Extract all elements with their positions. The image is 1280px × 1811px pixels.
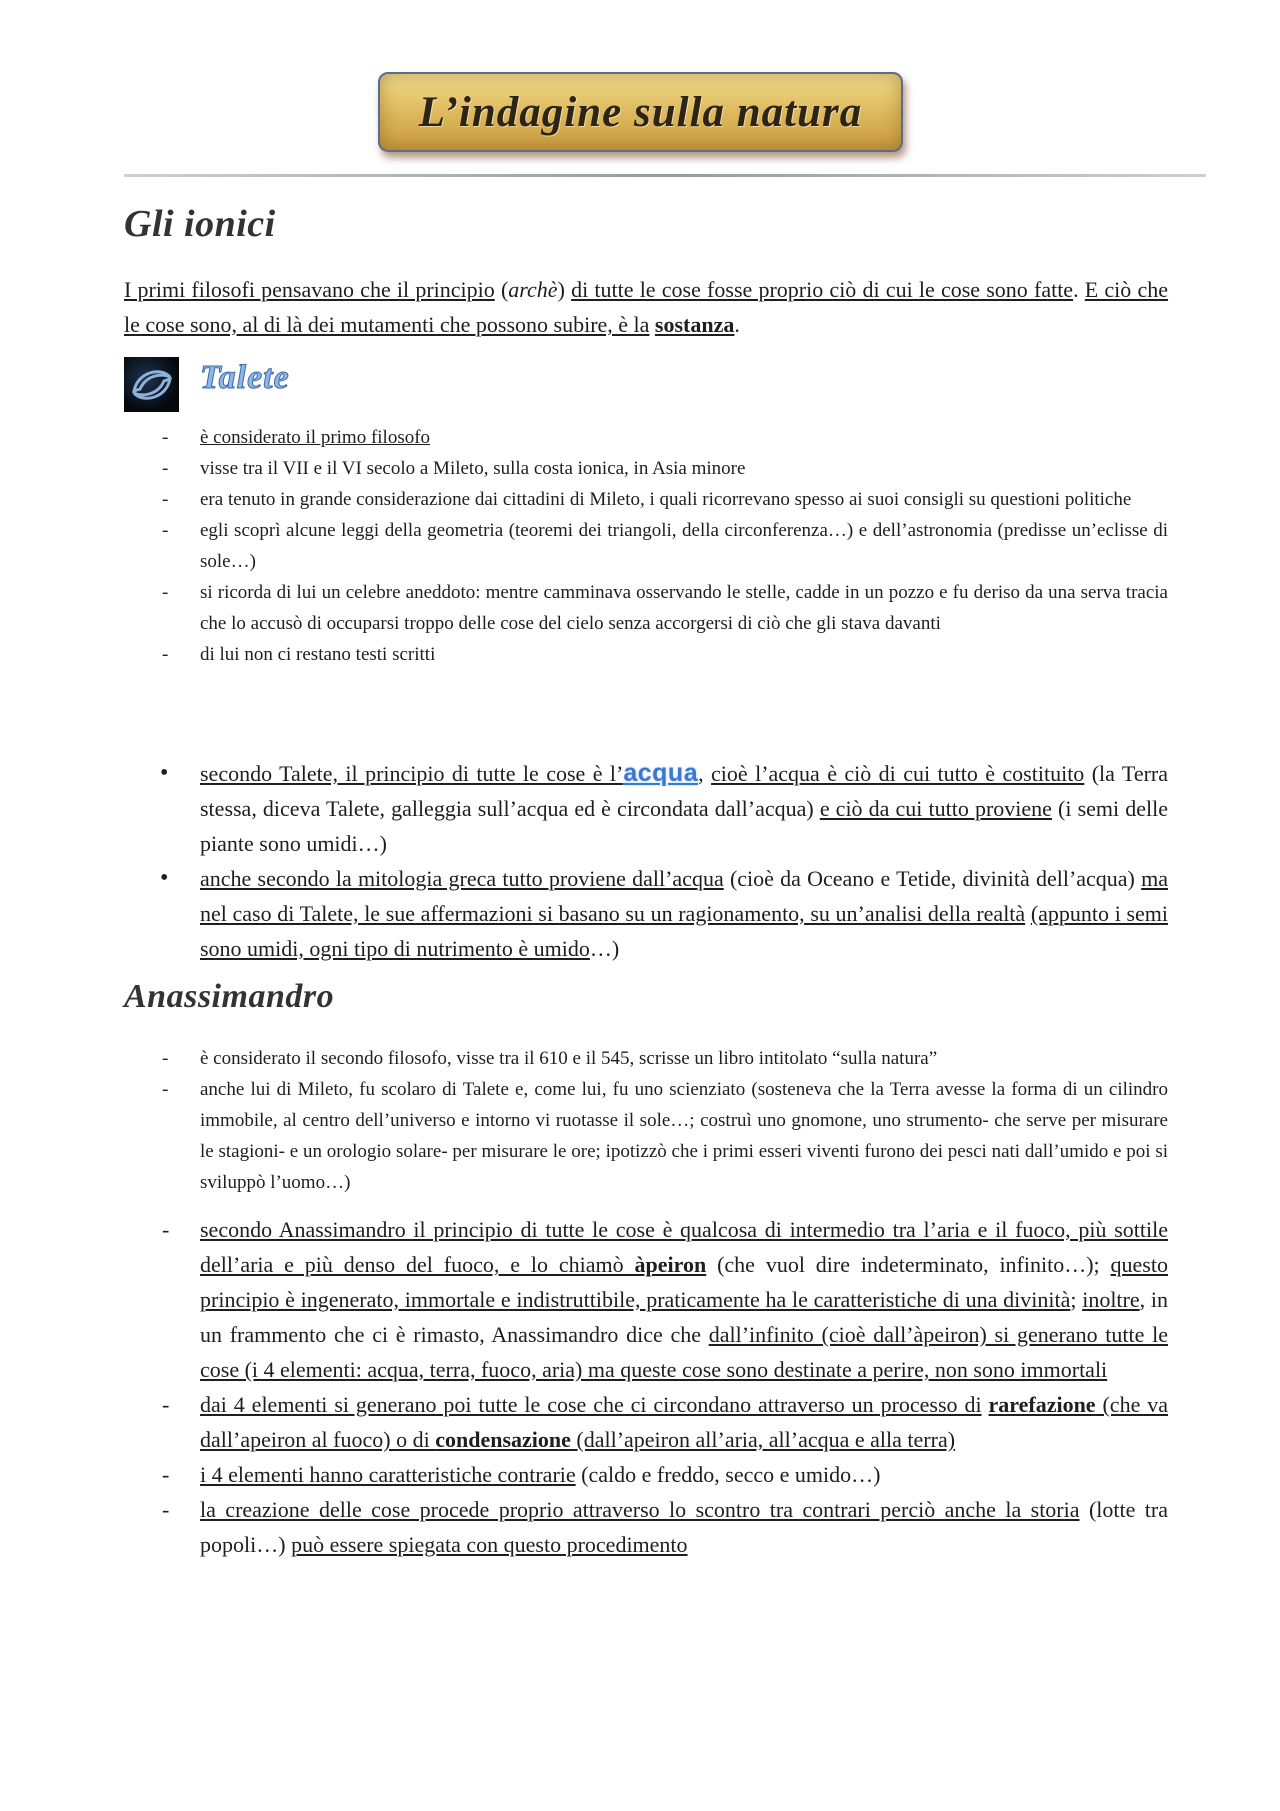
heading-gli-ionici: Gli ionici bbox=[124, 203, 276, 245]
intro-text: sostanza bbox=[654, 312, 735, 337]
swirl-logo-icon bbox=[124, 357, 179, 412]
list-item: - anche lui di Mileto, fu scolaro di Talete e, come lui, fu uno scienziato (sosteneva che la Terra avesse la forma di un cilindro immobile, al centro dell’universo e intorno vi ruotasse il sole…; costruì uno gnomone, uno strumento- che serve per misurare le stagioni- e un orologio solare- per misurare le ore; ipotizzò che i primi esseri viventi furono dei pesci nati dall’umido e poi si sviluppò l’uomo…) bbox=[0, 1074, 1168, 1198]
list-item: - la creazione delle cose procede proprio attraverso lo scontro tra contrari perciò anche la storia (lotte tra popoli…) può essere spiegata con questo procedimento bbox=[0, 1492, 1168, 1562]
list-item: - dai 4 elementi si generano poi tutte le cose che ci circondano attraverso un processo di rarefazione (che va dall’apeiron al fuoco) o di condensazione (dall’apeiron all’aria, all’acqua e alla terra) bbox=[0, 1387, 1168, 1457]
list-item: - di lui non ci restano testi scritti bbox=[0, 639, 1168, 670]
talete-facts-list bbox=[0, 422, 1168, 670]
anassimandro-facts-list bbox=[0, 1043, 1168, 1198]
anassimandro-theory-list bbox=[0, 1212, 1168, 1562]
intro-text: . bbox=[1073, 277, 1085, 302]
list-item: - è considerato il secondo filosofo, visse tra il 610 e il 545, scrisse un libro intitolato “sulla natura” bbox=[0, 1043, 1168, 1074]
list-item: - i 4 elementi hanno caratteristiche contrarie (caldo e freddo, secco e umido…) bbox=[0, 1457, 1168, 1492]
intro-text: archè bbox=[508, 277, 558, 302]
title-banner bbox=[378, 72, 903, 152]
list-item: • secondo Talete, il principio di tutte le cose è l’acqua, cioè l’acqua è ciò di cui tutto è costituito (la Terra stessa, diceva Talete, galleggia sull’acqua ed è circondata dall’acqua) e ciò da cui tutto proviene (i semi delle piante sono umidi…) bbox=[0, 756, 1168, 861]
list-item: • anche secondo la mitologia greca tutto proviene dall’acqua (cioè da Oceano e Tetide, divinità dell’acqua) ma nel caso di Talete, le sue affermazioni si basano su un ragionamento, su un’analisi della realtà (appunto i semi sono umidi, ogni tipo di nutrimento è umido…) bbox=[0, 861, 1168, 966]
acqua-highlight: acqua bbox=[623, 759, 699, 787]
intro-text: ) bbox=[557, 277, 572, 302]
list-item: - era tenuto in grande considerazione dai cittadini di Mileto, i quali ricorrevano spesso ai suoi consigli su questioni politiche bbox=[0, 484, 1168, 515]
list-item: - egli scoprì alcune leggi della geometria (teoremi dei triangoli, della circonferenza…) e dell’astronomia (predisse un’eclisse di sole…) bbox=[0, 515, 1168, 577]
intro-text: di tutte le cose fosse proprio ciò di cui le cose sono fatte bbox=[571, 277, 1074, 302]
heading-talete: Talete bbox=[200, 359, 290, 396]
banner-title: L’indagine sulla natura bbox=[418, 88, 863, 136]
header-divider bbox=[124, 174, 1206, 177]
list-item: - secondo Anassimandro il principio di tutte le cose è qualcosa di intermedio tra l’aria e il fuoco, più sottile dell’aria e più denso del fuoco, e lo chiamò àpeiron (che vuol dire indeterminato, infinito…); questo principio è ingenerato, immortale e indistruttibile, praticamente ha le caratteristiche di una divinità; inoltre, in un frammento che ci è rimasto, Anassimandro dice che dall’infinito (cioè dall’àpeiron) si generano tutte le cose (i 4 elementi: acqua, terra, fuoco, aria) ma queste cose sono destinate a perire, non sono immortali bbox=[0, 1212, 1168, 1387]
intro-text: . bbox=[734, 312, 740, 337]
intro-paragraph bbox=[124, 272, 1168, 342]
heading-anassimandro: Anassimandro bbox=[124, 978, 335, 1015]
intro-text: I primi filosofi pensavano che il principio bbox=[124, 277, 495, 302]
intro-text: ( bbox=[494, 277, 509, 302]
intro-text: E ciò che le cose sono, al di là dei mutamenti che possono subire, è la bbox=[124, 277, 1169, 337]
talete-bullets bbox=[0, 756, 1168, 966]
list-item: - visse tra il VII e il VI secolo a Mileto, sulla costa ionica, in Asia minore bbox=[0, 453, 1168, 484]
list-item: - si ricorda di lui un celebre aneddoto: mentre camminava osservando le stelle, cadde in un pozzo e fu deriso da una serva tracia che lo accusò di occuparsi troppo delle cose del cielo senza accorgersi di ciò che gli stava davanti bbox=[0, 577, 1168, 639]
list-item: - è considerato il primo filosofo bbox=[0, 422, 1168, 453]
